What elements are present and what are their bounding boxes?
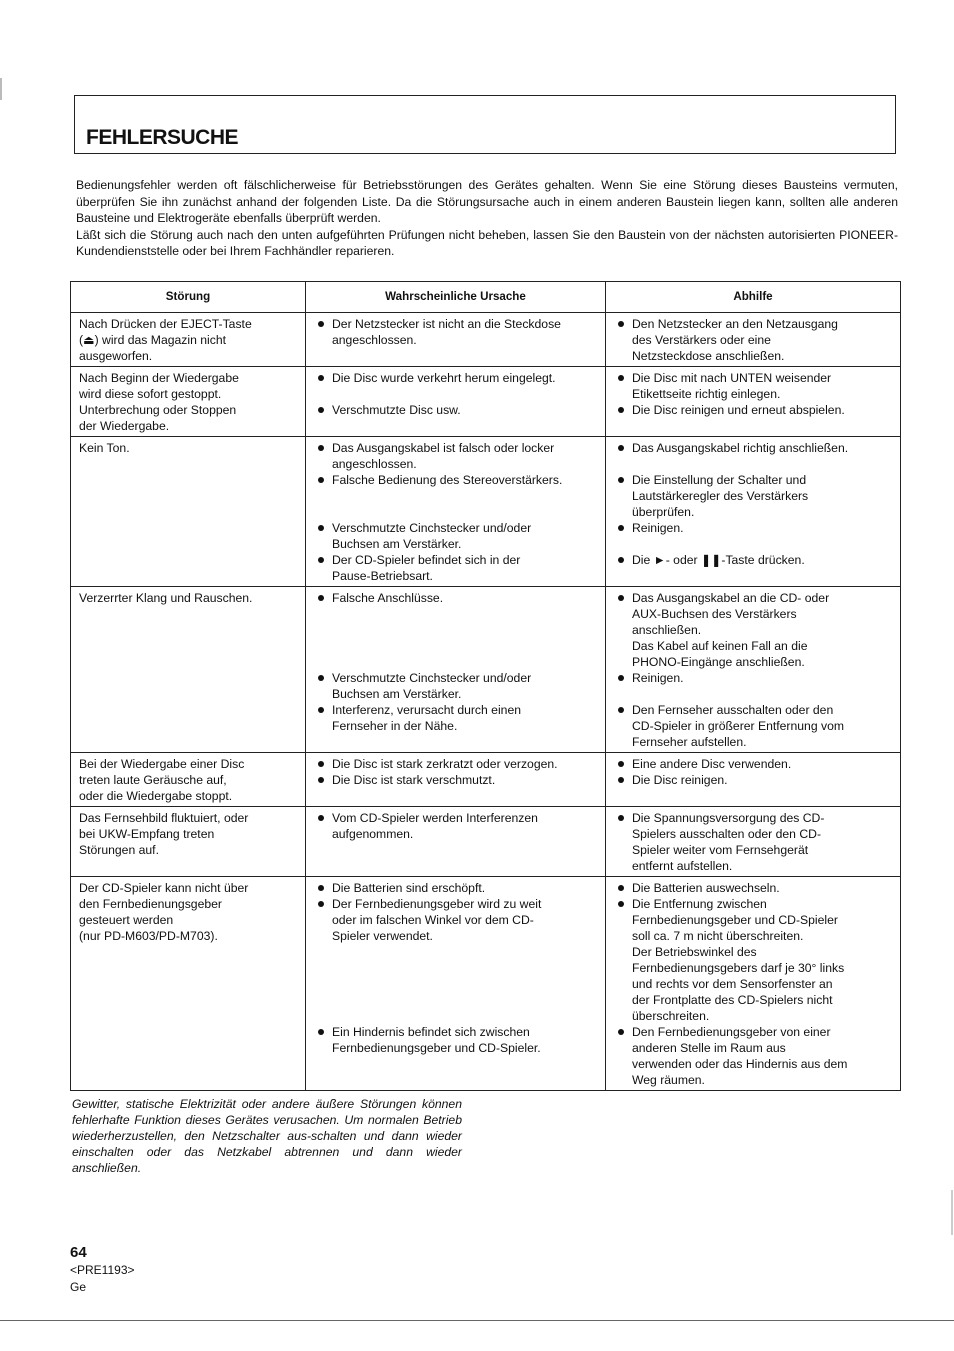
remedy-item xyxy=(614,702,894,750)
symptom-line: treten laute Geräusche auf, xyxy=(79,773,227,787)
cause-line: Der Fernbedienungsgeber wird zu weit xyxy=(332,897,542,911)
intro-paragraph: Läßt sich die Störung auch nach den unten aufgeführten Prüfungen nicht beheben, lassen Sie den Baustein von der nächsten autorisierten PIONEER-Kundendienststelle oder bei Ihrem Fachhändler reparieren. xyxy=(76,227,898,258)
remedy-line: Der Betriebswinkel des xyxy=(632,945,757,959)
cause-item xyxy=(314,590,599,606)
symptom-line: Das Fernsehbild fluktuiert, oder xyxy=(79,811,249,825)
symptom-cell xyxy=(71,313,306,367)
remedy-line: Fernbedienungsgebers darf je 30° links xyxy=(632,961,845,975)
remedy-item xyxy=(614,316,894,364)
intro-paragraph: Bedienungsfehler werden oft fälschlicherweise für Betriebsstörungen des Gerätes gehalten. Wenn Sie eine Störung dieses Bausteins vermuten, überprüfen Sie ihn zunächst anhand der folgenden Liste. Da die Störungsursache auch in einem anderen Baustein liegen kann, sollten alle anderen Bausteine und Elektrogeräte ebenfalls überprüft werden. xyxy=(76,178,898,225)
remedy-line: CD-Spieler in größerer Entfernung vom xyxy=(632,719,845,733)
remedy-line: Spieler weiter vom Fernsehgerät xyxy=(632,843,809,857)
remedy-item xyxy=(614,1024,894,1088)
cause-cell xyxy=(306,313,606,367)
remedy-line: Netzsteckdose anschließen. xyxy=(632,349,785,363)
title-box xyxy=(74,95,896,154)
cause-line: aufgenommen. xyxy=(332,827,414,841)
symptom-line: ausgeworfen. xyxy=(79,349,153,363)
cause-item xyxy=(314,702,599,734)
cause-item xyxy=(314,1024,599,1056)
cause-line: Buchsen am Verstärker. xyxy=(332,537,462,551)
spacer xyxy=(314,654,599,670)
symptom-line: Bei der Wiedergabe einer Disc xyxy=(79,757,245,771)
remedy-line: Die Disc mit nach UNTEN weisender xyxy=(632,371,832,385)
remedy-item xyxy=(614,520,894,536)
cause-line: Fernbedienungsgeber und CD-Spieler. xyxy=(332,1041,541,1055)
remedy-line: AUX-Buchsen des Verstärkers xyxy=(632,607,797,621)
remedy-item xyxy=(614,756,894,772)
remedy-line: Die Batterien auswechseln. xyxy=(632,881,780,895)
cause-line: Ein Hindernis befindet sich zwischen xyxy=(332,1025,530,1039)
remedy-cell xyxy=(606,313,901,367)
spacer xyxy=(314,606,599,622)
remedy-line: Die Entfernung zwischen xyxy=(632,897,767,911)
remedy-line: PHONO-Eingänge anschließen. xyxy=(632,655,805,669)
cause-cell xyxy=(306,877,606,1091)
document-code: <PRE1193> xyxy=(70,1263,135,1277)
cause-line: Verschmutzte Cinchstecker und/oder xyxy=(332,521,532,535)
remedy-item xyxy=(614,590,894,670)
symptom-line: oder die Wiedergabe stoppt. xyxy=(79,789,233,803)
cause-item xyxy=(314,440,599,472)
remedy-line: Lautstärkeregler des Verstärkers xyxy=(632,489,809,503)
remedy-item xyxy=(614,472,894,520)
remedy-line: soll ca. 7 m nicht überschreiten. xyxy=(632,929,804,943)
cause-cell xyxy=(306,807,606,877)
cause-line: Fernseher in der Nähe. xyxy=(332,719,458,733)
remedy-item xyxy=(614,880,894,896)
page-footer xyxy=(70,1243,135,1296)
remedy-line: Den Fernbedienungsgeber von einer xyxy=(632,1025,831,1039)
cause-line: Falsche Anschlüsse. xyxy=(332,591,444,605)
remedy-line: des Verstärkers oder eine xyxy=(632,333,771,347)
symptom-cell xyxy=(71,437,306,587)
spacer xyxy=(314,622,599,638)
table-row xyxy=(71,753,901,807)
cause-item xyxy=(314,810,599,842)
remedy-line: Die Disc reinigen und erneut abspielen. xyxy=(632,403,845,417)
remedy-line: anderen Stelle im Raum aus xyxy=(632,1041,786,1055)
cause-item xyxy=(314,552,599,584)
cause-line: Verschmutzte Disc usw. xyxy=(332,403,461,417)
table-row xyxy=(71,313,901,367)
cause-line: Der CD-Spieler befindet sich in der xyxy=(332,553,521,567)
spacer xyxy=(314,386,599,402)
symptom-line: Störungen auf. xyxy=(79,843,159,857)
scan-edge-mark xyxy=(951,1190,953,1235)
symptom-cell xyxy=(71,587,306,753)
remedy-line: der Frontplatte des CD-Spielers nicht xyxy=(632,993,833,1007)
cause-line: Verschmutzte Cinchstecker und/oder xyxy=(332,671,532,685)
remedy-line: und rechts vor dem Sensorfenster an xyxy=(632,977,833,991)
symptom-cell xyxy=(71,807,306,877)
cause-item xyxy=(314,896,599,944)
cause-cell xyxy=(306,587,606,753)
remedy-cell xyxy=(606,877,901,1091)
troubleshooting-table xyxy=(70,281,901,1091)
symptom-line: bei UKW-Empfang treten xyxy=(79,827,215,841)
remedy-line: Das Kabel auf keinen Fall an die xyxy=(632,639,808,653)
spacer xyxy=(314,638,599,654)
page-number: 64 xyxy=(70,1244,87,1261)
remedy-line: Die Einstellung der Schalter und xyxy=(632,473,807,487)
spacer xyxy=(314,992,599,1008)
spacer xyxy=(314,488,599,504)
remedy-line: entfernt aufstellen. xyxy=(632,859,733,873)
symptom-line: gesteuert werden xyxy=(79,913,174,927)
remedy-line: Etikettseite richtig einlegen. xyxy=(632,387,781,401)
remedy-item xyxy=(614,552,894,568)
remedy-line: Reinigen. xyxy=(632,521,684,535)
remedy-line: Spielers ausschalten oder den CD- xyxy=(632,827,822,841)
cause-cell xyxy=(306,367,606,437)
cause-line: Die Disc wurde verkehrt herum eingelegt. xyxy=(332,371,556,385)
cause-item xyxy=(314,520,599,552)
cause-line: Das Ausgangskabel ist falsch oder locker xyxy=(332,441,555,455)
remedy-line: Reinigen. xyxy=(632,671,684,685)
remedy-line: Die ►- oder ❚❚-Taste drücken. xyxy=(632,553,805,567)
language-code: Ge xyxy=(70,1280,87,1294)
cause-item xyxy=(314,316,599,348)
remedy-item xyxy=(614,402,894,418)
cause-line: Die Batterien sind erschöpft. xyxy=(332,881,486,895)
remedy-cell xyxy=(606,807,901,877)
bottom-rule xyxy=(0,1320,954,1321)
remedy-line: Eine andere Disc verwenden. xyxy=(632,757,792,771)
cause-line: Der Netzstecker ist nicht an die Steckdose xyxy=(332,317,561,331)
table-row xyxy=(71,437,901,587)
remedy-line: Den Netzstecker an den Netzausgang xyxy=(632,317,838,331)
spacer xyxy=(314,504,599,520)
scan-edge-mark xyxy=(0,78,2,100)
remedy-item xyxy=(614,440,894,456)
remedy-line: Weg räumen. xyxy=(632,1073,705,1087)
remedy-line: anschließen. xyxy=(632,623,702,637)
remedy-item xyxy=(614,810,894,874)
remedy-item xyxy=(614,670,894,686)
interference-note: Gewitter, statische Elektrizität oder andere äußere Störungen können fehlerhafte Funktion dieses Gerätes verusachen. Um normalen Betrieb wiederherzustellen, den Netzschalter aus-schalten und dann wieder einschalten oder das Netzkabel abtrennen und dann wieder anschließen. xyxy=(72,1097,462,1175)
remedy-cell xyxy=(606,587,901,753)
table-row xyxy=(71,877,901,1091)
table-row xyxy=(71,587,901,753)
page-title: FEHLERSUCHE xyxy=(86,126,239,149)
table-row xyxy=(71,367,901,437)
table-header-row xyxy=(71,282,901,313)
symptom-line: wird diese sofort gestoppt. xyxy=(79,387,222,401)
spacer xyxy=(314,944,599,960)
remedy-item xyxy=(614,896,894,1024)
remedy-line: Das Ausgangskabel an die CD- oder xyxy=(632,591,830,605)
cause-line: oder im falschen Winkel vor dem CD- xyxy=(332,913,534,927)
cause-line: Interferenz, verursacht durch einen xyxy=(332,703,522,717)
spacer xyxy=(614,536,894,552)
cause-item xyxy=(314,880,599,896)
cause-line: Die Disc ist stark zerkratzt oder verzogen. xyxy=(332,757,558,771)
cause-line: Falsche Bedienung des Stereoverstärkers. xyxy=(332,473,563,487)
cause-item xyxy=(314,370,599,386)
cause-item xyxy=(314,402,599,418)
symptom-line: Nach Beginn der Wiedergabe xyxy=(79,371,239,385)
column-header-stoerung: Störung xyxy=(71,282,306,313)
remedy-line: überschreiten. xyxy=(632,1009,710,1023)
symptom-line: den Fernbedienungsgeber xyxy=(79,897,222,911)
remedy-line: überprüfen. xyxy=(632,505,695,519)
symptom-cell xyxy=(71,753,306,807)
cause-cell xyxy=(306,753,606,807)
remedy-line: Fernbedienungsgeber und CD-Spieler xyxy=(632,913,838,927)
column-header-abhilfe: Abhilfe xyxy=(606,282,901,313)
remedy-item xyxy=(614,370,894,402)
column-header-ursache: Wahrscheinliche Ursache xyxy=(306,282,606,313)
symptom-line: Der CD-Spieler kann nicht über xyxy=(79,881,249,895)
cause-line: Buchsen am Verstärker. xyxy=(332,687,462,701)
symptom-cell xyxy=(71,877,306,1091)
symptom-line: Verzerrter Klang und Rauschen. xyxy=(79,591,253,605)
cause-cell xyxy=(306,437,606,587)
remedy-cell xyxy=(606,437,901,587)
symptom-cell xyxy=(71,367,306,437)
cause-item xyxy=(314,670,599,702)
symptom-line: Nach Drücken der EJECT-Taste xyxy=(79,317,252,331)
spacer xyxy=(314,1008,599,1024)
symptom-line: (nur PD-M603/PD-M703). xyxy=(79,929,218,943)
symptom-line: (⏏) wird das Magazin nicht xyxy=(79,333,226,347)
cause-line: Pause-Betriebsart. xyxy=(332,569,433,583)
symptom-line: der Wiedergabe. xyxy=(79,419,170,433)
table-row xyxy=(71,807,901,877)
cause-item xyxy=(314,756,599,772)
spacer xyxy=(614,686,894,702)
cause-line: angeschlossen. xyxy=(332,457,417,471)
remedy-line: Die Spannungsversorgung des CD- xyxy=(632,811,825,825)
remedy-item xyxy=(614,772,894,788)
cause-line: angeschlossen. xyxy=(332,333,417,347)
cause-line: Die Disc ist stark verschmutzt. xyxy=(332,773,496,787)
cause-line: Spieler verwendet. xyxy=(332,929,433,943)
table-body xyxy=(71,313,901,1091)
cause-line: Vom CD-Spieler werden Interferenzen xyxy=(332,811,538,825)
remedy-line: Die Disc reinigen. xyxy=(632,773,728,787)
remedy-line: Fernseher aufstellen. xyxy=(632,735,747,749)
remedy-line: Den Fernseher ausschalten oder den xyxy=(632,703,834,717)
remedy-line: verwenden oder das Hindernis aus dem xyxy=(632,1057,848,1071)
symptom-line: Unterbrechung oder Stoppen xyxy=(79,403,237,417)
symptom-line: Kein Ton. xyxy=(79,441,130,455)
remedy-cell xyxy=(606,367,901,437)
spacer xyxy=(314,976,599,992)
remedy-cell xyxy=(606,753,901,807)
remedy-line: Das Ausgangskabel richtig anschließen. xyxy=(632,441,849,455)
intro-text xyxy=(76,177,898,260)
spacer xyxy=(614,456,894,472)
cause-item xyxy=(314,472,599,488)
cause-item xyxy=(314,772,599,788)
spacer xyxy=(314,960,599,976)
